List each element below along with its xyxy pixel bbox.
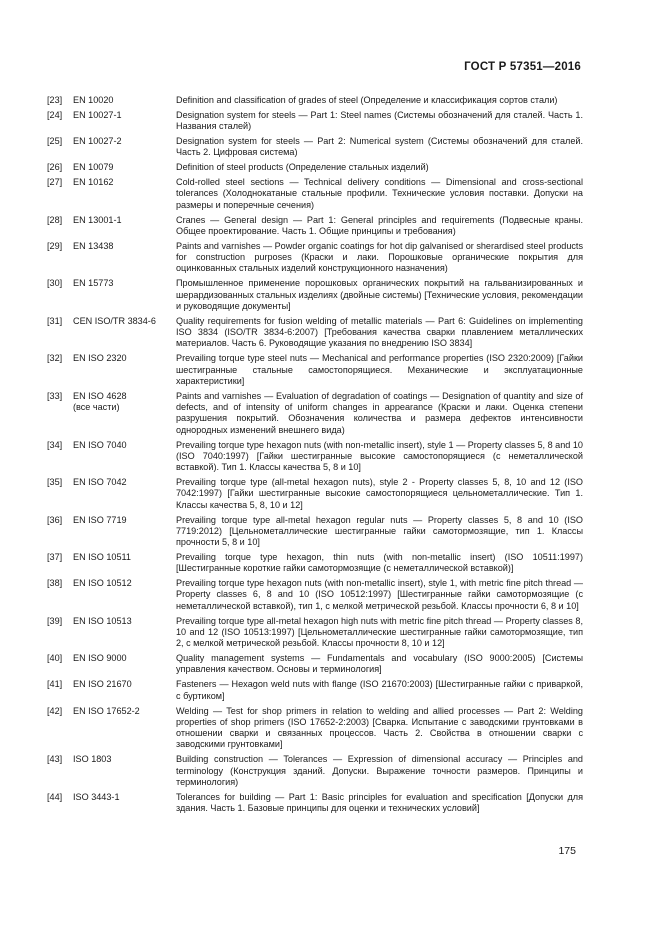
reference-description: Промышленное применение порошковых органических покрытий на гальванизированных и шерардизованных стальных изделиях (двойные системы) [Технические условия, рекомендации и руководящие документы]	[176, 278, 583, 311]
reference-entry	[47, 653, 583, 676]
reference-description: Prevailing torque type all-metal hexagon high nuts with metric fine pitch thread — Property classes 8, 10 and 12 (ISO 10513:1997) [Цельнометаллические шестигранные гайки самотормозящие, тип 2, с мелкой метрической резьбой. Классы прочности 8, 10 и 12]	[176, 615, 583, 649]
reference-description: Building construction — Tolerances — Expression of dimensional accuracy — Principles and terminology (Конструкция зданий. Допуски. Выражение точности размеров. Принципы и терминология)	[176, 754, 583, 787]
reference-code: EN ISO 17652-2	[73, 705, 140, 716]
reference-entry	[47, 215, 583, 238]
reference-number: [44]	[47, 791, 63, 802]
reference-code: ISO 3443-1	[73, 791, 120, 802]
reference-description: Prevailing torque type all-metal hexagon regular nuts — Property classes 5, 8 and 10 (ISO 7719:2012) [Цельнометаллические шестигранные гайки самотормозящие, тип 1. Классы прочности 5, 8 и 10]	[176, 514, 583, 548]
reference-number: [29]	[47, 240, 63, 251]
reference-number: [34]	[47, 439, 63, 450]
reference-number: [39]	[47, 615, 63, 626]
reference-number: [43]	[47, 754, 63, 765]
reference-code: EN ISO 21670	[73, 679, 132, 690]
reference-entry	[47, 95, 583, 106]
reference-description: Paints and varnishes — Evaluation of degradation of coatings — Designation of quantity and size of defects, and of intensity of uniform changes in appearance (Краски и лаки. Оценка степени разрушения покрытий. Обозначения количества и размера дефектов интенсивности однородных изменений внешнего вида)	[176, 390, 583, 435]
reference-description: Welding — Test for shop primers in relation to welding and allied processes — Part 2: Welding properties of shop primers (ISO 17652-2:2003) [Сварка. Испытание с заводскими грунтовками в отношении сварки и связанных процессов. Часть 2. Свойства в отношении сварки с заводскими грунтовками]	[176, 705, 583, 750]
reference-entry	[47, 440, 583, 474]
reference-entry	[47, 706, 583, 751]
reference-number: [26]	[47, 162, 63, 173]
reference-description: Cranes — General design — Part 1: General principles and requirements (Подвесные краны. Общее проектирование. Часть 1. Общие принципы и требования)	[176, 214, 583, 236]
reference-code: EN ISO 4628 (все части)	[73, 390, 127, 413]
reference-description: Definition and classification of grades of steel (Определение и классификация сортов стали)	[176, 95, 558, 105]
reference-code: EN ISO 10513	[73, 615, 132, 626]
reference-description: Definition of steel products (Определение стальных изделий)	[176, 162, 429, 173]
reference-entry	[47, 136, 583, 159]
reference-description: Paints and varnishes — Powder organic coatings for hot dip galvanised or sherardised steel products for construction purposes (Краски и лаки. Порошковые органические покрытия для оцинкованных стальных изделий конструкционного назначения)	[176, 240, 583, 274]
document-header: ГОСТ Р 57351—2016	[464, 61, 581, 73]
reference-code: EN ISO 7719	[73, 514, 127, 525]
reference-description: Quality management systems — Fundamentals and vocabulary (ISO 9000:2005) [Системы управления качеством. Основы и терминология]	[176, 653, 583, 675]
reference-description: Fasteners — Hexagon weld nuts with flange (ISO 21670:2003) [Шестигранные гайки с приваркой, с буртиком]	[176, 679, 583, 701]
reference-code: EN 13438	[73, 240, 114, 251]
reference-number: [30]	[47, 278, 63, 289]
reference-code: EN 10027-2	[73, 136, 122, 147]
reference-entry	[47, 110, 583, 133]
reference-code: EN ISO 7042	[73, 477, 127, 488]
reference-description: Prevailing torque type (all-metal hexagon nuts), style 2 - Property classes 5, 8, 10 and 12 (ISO 7042:1997) [Гайки шестигранные высокие самостопорящиеся цельнометаллические. Тип 1. Классы качества 5, 8, 10 и 12]	[176, 477, 583, 510]
reference-entry	[47, 792, 583, 815]
reference-entry	[47, 278, 583, 312]
reference-number: [25]	[47, 136, 63, 147]
reference-number: [28]	[47, 214, 63, 225]
reference-code: EN 10027-1	[73, 109, 122, 120]
reference-entry	[47, 477, 583, 511]
reference-code: EN 10079	[73, 162, 114, 173]
bibliography-list	[47, 95, 583, 818]
reference-number: [38]	[47, 578, 63, 589]
reference-description: Prevailing torque type hexagon, thin nuts (with non-metallic insert) (ISO 10511:1997) [Шестигранные короткие гайки самотормозящие (с неметаллической вставкой)]	[176, 552, 583, 574]
reference-number: [37]	[47, 552, 63, 562]
reference-number: [24]	[47, 109, 63, 120]
reference-code: CEN ISO/TR 3834-6	[73, 315, 156, 326]
reference-entry	[47, 316, 583, 350]
reference-entry	[47, 515, 583, 549]
reference-entry	[47, 754, 583, 788]
reference-description: Designation system for steels — Part 1: Steel names (Системы обозначений для сталей. Часть 1. Названия сталей)	[176, 109, 583, 132]
reference-entry	[47, 391, 583, 436]
reference-number: [27]	[47, 177, 63, 188]
reference-description: Designation system for steels — Part 2: Numerical system (Системы обозначений для сталей. Часть 2. Цифровая система)	[176, 136, 583, 158]
reference-entry	[47, 552, 583, 575]
reference-description: Prevailing torque type hexagon nuts (with non-metallic insert), style 1, with metric fine pitch thread — Property classes 6, 8 and 10 (ISO 10512:1997) [Шестигранные гайки самотормозящие (с неметаллической вставкой), тип 1, с мелкой метрической резьбой. Классы прочности 6, 8 и 10]	[176, 578, 583, 611]
reference-entry	[47, 616, 583, 650]
reference-number: [31]	[47, 315, 63, 326]
reference-code: EN 13001-1	[73, 214, 122, 225]
reference-number: [36]	[47, 514, 63, 525]
reference-number: [35]	[47, 477, 63, 488]
reference-entry	[47, 679, 583, 702]
reference-code: EN 10162	[73, 177, 114, 188]
reference-code: EN ISO 10511	[73, 552, 131, 562]
reference-entry	[47, 241, 583, 275]
page-number: 175	[558, 845, 576, 857]
reference-number: [41]	[47, 679, 63, 690]
reference-number: [40]	[47, 653, 63, 664]
reference-description: Quality requirements for fusion welding of metallic materials — Part 6: Guidelines on implementing ISO 3834 (ISO/TR 3834-6:2007) [Требования качества сварки плавлением металлических материалов. Часть 6. Руководящие указания по внедрению ISO 3834]	[176, 315, 583, 349]
reference-number: [42]	[47, 705, 63, 716]
reference-code: EN ISO 9000	[73, 653, 127, 664]
reference-description: Prevailing torque type steel nuts — Mechanical and performance properties (ISO 2320:2009) [Гайки шестигранные стальные самостопорящиеся. Механические и эксплуатационные характеристики]	[176, 353, 583, 386]
reference-entry	[47, 578, 583, 612]
reference-code: ISO 1803	[73, 754, 112, 765]
reference-description: Prevailing torque type hexagon nuts (with non-metallic insert), style 1 — Property classes 5, 8 and 10 (ISO 7040:1997) [Гайки шестигранные высокие самостопорящиеся (с неметаллической вставкой). Тип 1. Классы качества 5, 8 и 10]	[176, 439, 583, 473]
reference-code: EN ISO 10512	[73, 578, 132, 589]
reference-description: Cold-rolled steel sections — Technical delivery conditions — Dimensional and cross-sectional tolerances (Холоднокатаные стальные профили. Технические условия поставки. Допуски на размеры и поперечные сечения)	[176, 177, 583, 210]
reference-description: Tolerances for building — Part 1: Basic principles for evaluation and specification [Допуски для здания. Часть 1. Базовые принципы для оценки и технических условий]	[176, 791, 583, 814]
reference-code: EN ISO 2320	[73, 353, 127, 364]
reference-entry	[47, 353, 583, 387]
reference-code: EN 15773	[73, 278, 114, 289]
reference-code: EN ISO 7040	[73, 439, 127, 450]
reference-number: [32]	[47, 353, 63, 364]
reference-code: EN 10020	[73, 95, 114, 105]
reference-entry	[47, 162, 583, 173]
reference-entry	[47, 177, 583, 211]
reference-number: [23]	[47, 95, 63, 105]
reference-number: [33]	[47, 390, 63, 401]
